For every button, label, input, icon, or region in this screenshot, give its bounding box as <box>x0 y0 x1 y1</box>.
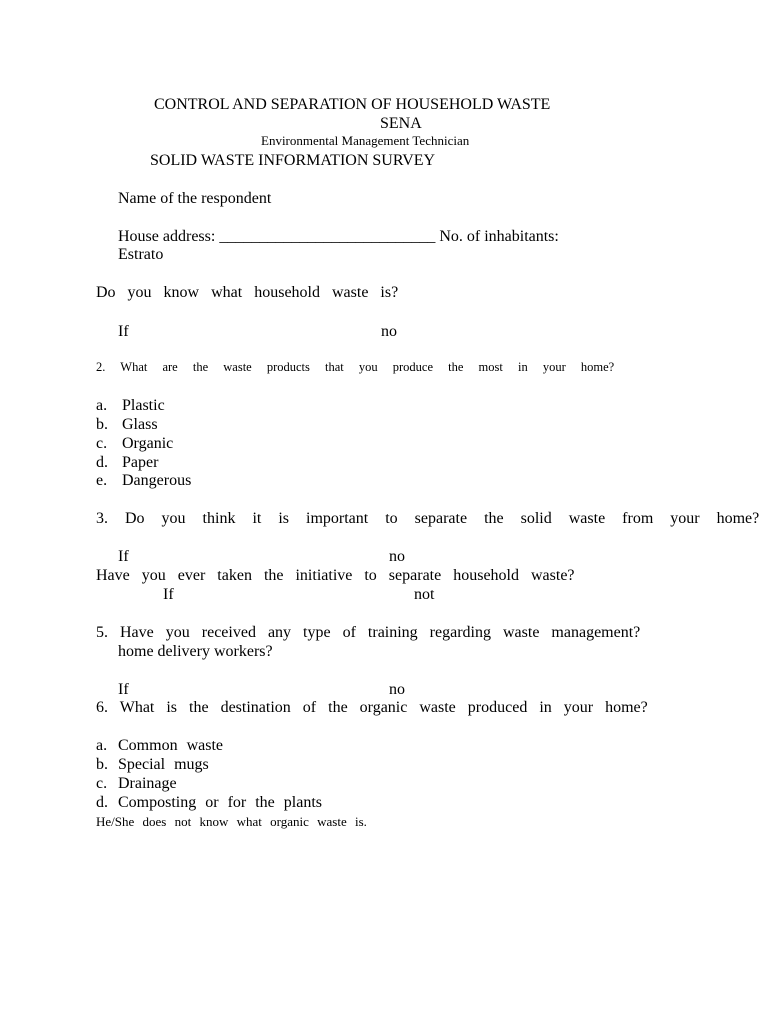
list-item <box>96 398 165 414</box>
list-item <box>96 473 191 489</box>
question-5-text: 5. Have you received any type of training regarding waste management? <box>96 624 641 641</box>
list-item <box>96 436 173 452</box>
question-4-yes-option: If <box>163 586 174 603</box>
list-item <box>96 417 158 433</box>
option-letter: d. <box>96 454 108 471</box>
option-label: Dangerous <box>122 472 192 489</box>
option-letter: c. <box>96 435 108 452</box>
option-letter: a. <box>96 737 108 754</box>
house-address-label: House address: ___________________________ No. of inhabitants: <box>118 228 559 245</box>
program-name: Environmental Management Technician <box>261 133 470 148</box>
question-6-text: 6. What is the destination of the organic waste produced in your home? <box>96 699 648 716</box>
question-3-text: 3. Do you think it is important to separate the solid waste from your home? <box>96 510 760 527</box>
question-2-text: 2. What are the waste products that you produce the most in your home? <box>96 360 615 374</box>
option-letter: b. <box>96 416 108 433</box>
list-item <box>96 757 209 773</box>
option-label: Common waste <box>118 737 223 754</box>
option-letter: a. <box>96 397 108 414</box>
question-1-text: Do you know what household waste is? <box>96 284 399 301</box>
respondent-name-label: Name of the respondent <box>118 190 272 207</box>
estrato-label: Estrato <box>118 246 164 263</box>
question-5-no-option: no <box>389 681 405 698</box>
option-label: Glass <box>122 416 158 433</box>
question-4-text: Have you ever taken the initiative to separate household waste? <box>96 567 575 584</box>
option-letter: e. <box>96 472 108 489</box>
list-item <box>96 776 177 792</box>
option-letter: d. <box>96 794 108 811</box>
question-5-yes-option: If <box>118 681 129 698</box>
document-title: CONTROL AND SEPARATION OF HOUSEHOLD WASTE <box>154 96 551 113</box>
option-letter: c. <box>96 775 108 792</box>
question-6-footer: He/She does not know what organic waste is. <box>96 814 367 829</box>
option-label: Plastic <box>122 397 165 414</box>
question-1-no-option: no <box>381 323 397 340</box>
question-5-continuation: home delivery workers? <box>118 643 273 660</box>
question-3-no-option: no <box>389 548 405 565</box>
option-label: Drainage <box>118 775 177 792</box>
list-item <box>96 455 158 471</box>
survey-title: SOLID WASTE INFORMATION SURVEY <box>150 152 436 169</box>
question-3-yes-option: If <box>118 548 129 565</box>
option-label: Composting or for the plants <box>118 794 322 811</box>
option-letter: b. <box>96 756 108 773</box>
option-label: Organic <box>122 435 174 452</box>
option-label: Paper <box>122 454 159 471</box>
list-item <box>96 738 223 754</box>
question-1-yes-option: If <box>118 323 129 340</box>
question-4-no-option: not <box>414 586 435 603</box>
option-label: Special mugs <box>118 756 209 773</box>
list-item <box>96 795 322 811</box>
organization-name: SENA <box>380 115 422 132</box>
